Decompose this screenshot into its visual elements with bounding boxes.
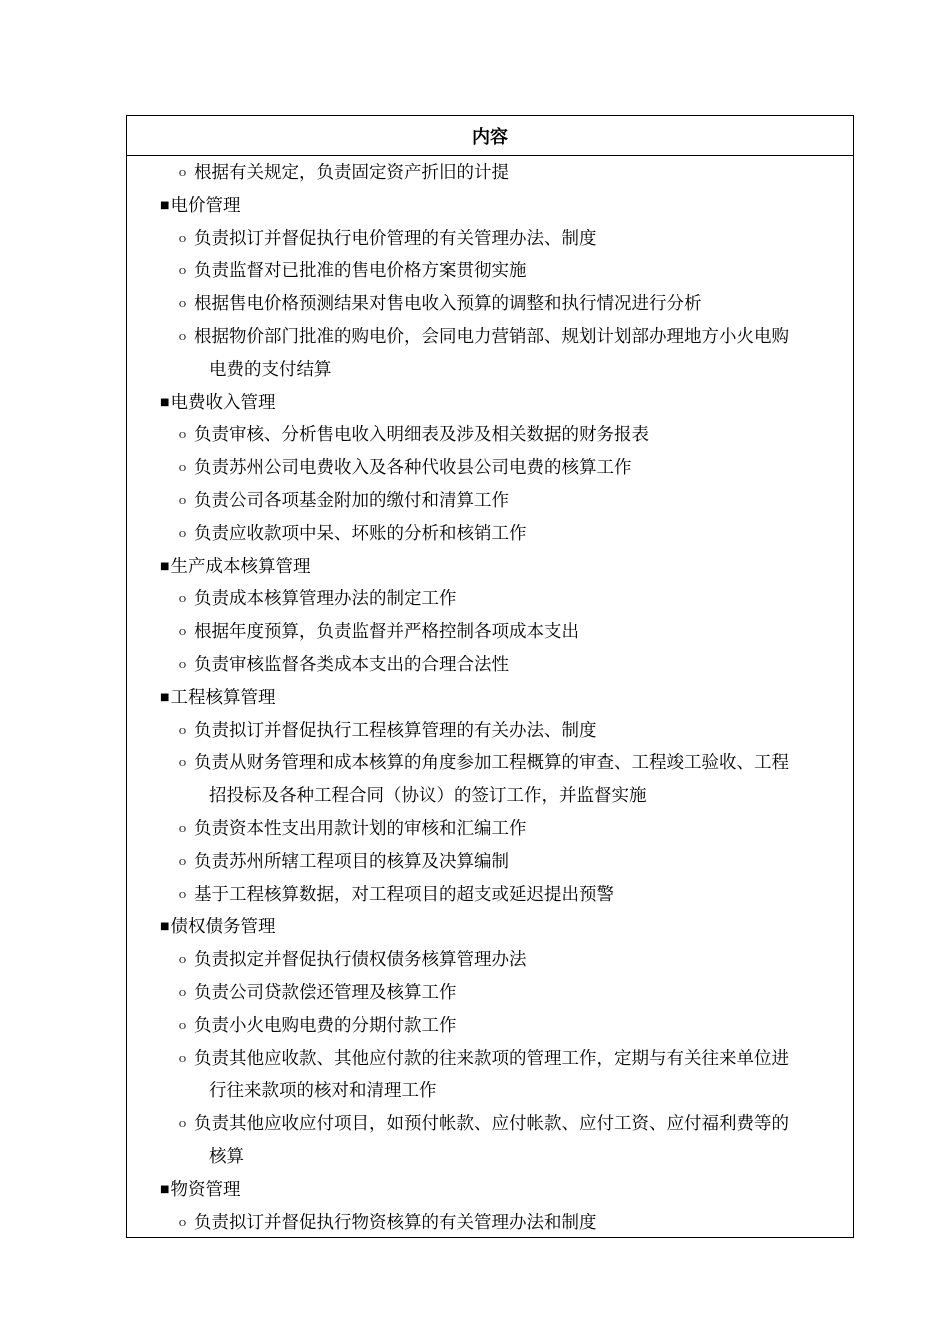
list-item <box>127 452 853 485</box>
line-text: 物资管理 <box>170 1179 241 1200</box>
line-text: 负责审核、分析售电收入明细表及涉及相关数据的财务报表 <box>194 425 649 446</box>
list-item <box>127 583 853 616</box>
circle-bullet-icon: ｏ <box>177 330 188 344</box>
list-item <box>127 485 853 518</box>
line-text: 根据年度预算，负责监督并严格控制各项成本支出 <box>194 622 579 643</box>
list-item <box>127 1108 853 1141</box>
content-table <box>126 115 854 1238</box>
circle-bullet-icon: ｏ <box>177 231 188 245</box>
list-item <box>127 1010 853 1043</box>
list-item <box>127 747 853 780</box>
list-item <box>127 223 853 256</box>
section-heading <box>127 551 853 584</box>
line-text: 根据物价部门批准的购电价，会同电力营销部、规划计划部办理地方小火电购 <box>194 326 789 347</box>
list-item <box>127 879 853 912</box>
circle-bullet-icon: ｏ <box>177 625 188 639</box>
table-header <box>127 116 853 156</box>
square-bullet-icon: ■ <box>160 921 170 933</box>
section-heading <box>127 911 853 944</box>
line-text: 负责公司贷款偿还管理及核算工作 <box>194 982 457 1003</box>
list-item <box>127 846 853 879</box>
list-item <box>127 1043 853 1076</box>
list-item-continuation <box>127 1141 853 1174</box>
line-text: 负责资本性支出用款计划的审核和汇编工作 <box>194 818 527 839</box>
list-item <box>127 288 853 321</box>
line-text: 生产成本核算管理 <box>170 556 311 577</box>
table-content <box>127 156 853 1239</box>
line-text: 负责成本核算管理办法的制定工作 <box>194 589 457 610</box>
line-text: 负责拟订并督促执行物资核算的有关管理办法和制度 <box>194 1212 597 1233</box>
list-item-continuation <box>127 1075 853 1108</box>
line-text: 招投标及各种工程合同（协议）的签订工作，并监督实施 <box>209 786 647 807</box>
list-item-continuation <box>127 780 853 813</box>
line-text: 负责苏州公司电费收入及各种代收县公司电费的核算工作 <box>194 458 632 479</box>
square-bullet-icon: ■ <box>160 199 170 211</box>
circle-bullet-icon: ｏ <box>177 526 188 540</box>
line-text: 负责审核监督各类成本支出的合理合法性 <box>194 654 509 675</box>
list-item <box>127 944 853 977</box>
line-text: 基于工程核算数据，对工程项目的超支或延迟提出预警 <box>194 884 614 905</box>
list-item <box>127 255 853 288</box>
circle-bullet-icon: ｏ <box>177 264 188 278</box>
line-text: 行往来款项的核对和清理工作 <box>209 1081 437 1102</box>
circle-bullet-icon: ｏ <box>177 1018 188 1032</box>
circle-bullet-icon: ｏ <box>177 658 188 672</box>
line-text: 负责其他应收款、其他应付款的往来款项的管理工作，定期与有关往来单位进 <box>194 1048 789 1069</box>
list-item <box>127 977 853 1010</box>
circle-bullet-icon: ｏ <box>177 953 188 967</box>
section-heading <box>127 387 853 420</box>
line-text: 根据有关规定，负责固定资产折旧的计提 <box>194 163 509 183</box>
line-text: 负责其他应收应付项目，如预付帐款、应付帐款、应付工资、应付福利费等的 <box>194 1114 789 1135</box>
list-item <box>127 321 853 354</box>
line-text: 债权债务管理 <box>170 917 276 938</box>
line-text: 电费收入管理 <box>170 392 276 413</box>
line-text: 根据售电价格预测结果对售电收入预算的调整和执行情况进行分析 <box>194 294 702 315</box>
circle-bullet-icon: ｏ <box>177 756 188 770</box>
line-text: 电费的支付结算 <box>209 359 332 380</box>
list-item-continuation <box>127 354 853 387</box>
circle-bullet-icon: ｏ <box>177 822 188 836</box>
list-item <box>127 715 853 748</box>
section-heading <box>127 190 853 223</box>
circle-bullet-icon: ｏ <box>177 592 188 606</box>
list-item <box>127 649 853 682</box>
section-heading <box>127 1174 853 1207</box>
line-text: 电价管理 <box>170 195 241 216</box>
line-text: 核算 <box>209 1146 244 1167</box>
line-text: 负责拟订并督促执行工程核算管理的有关办法、制度 <box>194 720 597 741</box>
square-bullet-icon: ■ <box>160 396 170 408</box>
circle-bullet-icon: ｏ <box>177 1051 188 1065</box>
section-heading <box>127 682 853 715</box>
circle-bullet-icon: ｏ <box>177 297 188 311</box>
line-text: 负责拟定并督促执行债权债务核算管理办法 <box>194 950 527 971</box>
circle-bullet-icon: ｏ <box>177 1117 188 1131</box>
line-text: 工程核算管理 <box>170 687 276 708</box>
line-text: 负责苏州所辖工程项目的核算及决算编制 <box>194 851 509 872</box>
list-item <box>127 813 853 846</box>
line-text: 负责小火电购电费的分期付款工作 <box>194 1015 457 1036</box>
circle-bullet-icon: ｏ <box>177 1215 188 1229</box>
circle-bullet-icon: ｏ <box>177 494 188 508</box>
circle-bullet-icon: ｏ <box>177 428 188 442</box>
header-title: 内容 <box>472 126 508 148</box>
circle-bullet-icon: ｏ <box>177 723 188 737</box>
list-item <box>127 1207 853 1240</box>
list-item <box>127 419 853 452</box>
line-text: 负责拟订并督促执行电价管理的有关管理办法、制度 <box>194 228 597 249</box>
circle-bullet-icon: ｏ <box>177 854 188 868</box>
list-item <box>127 518 853 551</box>
circle-bullet-icon: ｏ <box>177 887 188 901</box>
line-text: 负责应收款项中呆、坏账的分析和核销工作 <box>194 523 527 544</box>
list-item <box>127 157 853 190</box>
circle-bullet-icon: ｏ <box>177 461 188 475</box>
line-text: 负责从财务管理和成本核算的角度参加工程概算的审查、工程竣工验收、工程 <box>194 753 789 774</box>
circle-bullet-icon: ｏ <box>177 166 188 180</box>
square-bullet-icon: ■ <box>160 1183 170 1195</box>
circle-bullet-icon: ｏ <box>177 986 188 1000</box>
line-text: 负责公司各项基金附加的缴付和清算工作 <box>194 490 509 511</box>
list-item <box>127 616 853 649</box>
square-bullet-icon: ■ <box>160 560 170 572</box>
square-bullet-icon: ■ <box>160 691 170 703</box>
line-text: 负责监督对已批准的售电价格方案贯彻实施 <box>194 261 527 282</box>
